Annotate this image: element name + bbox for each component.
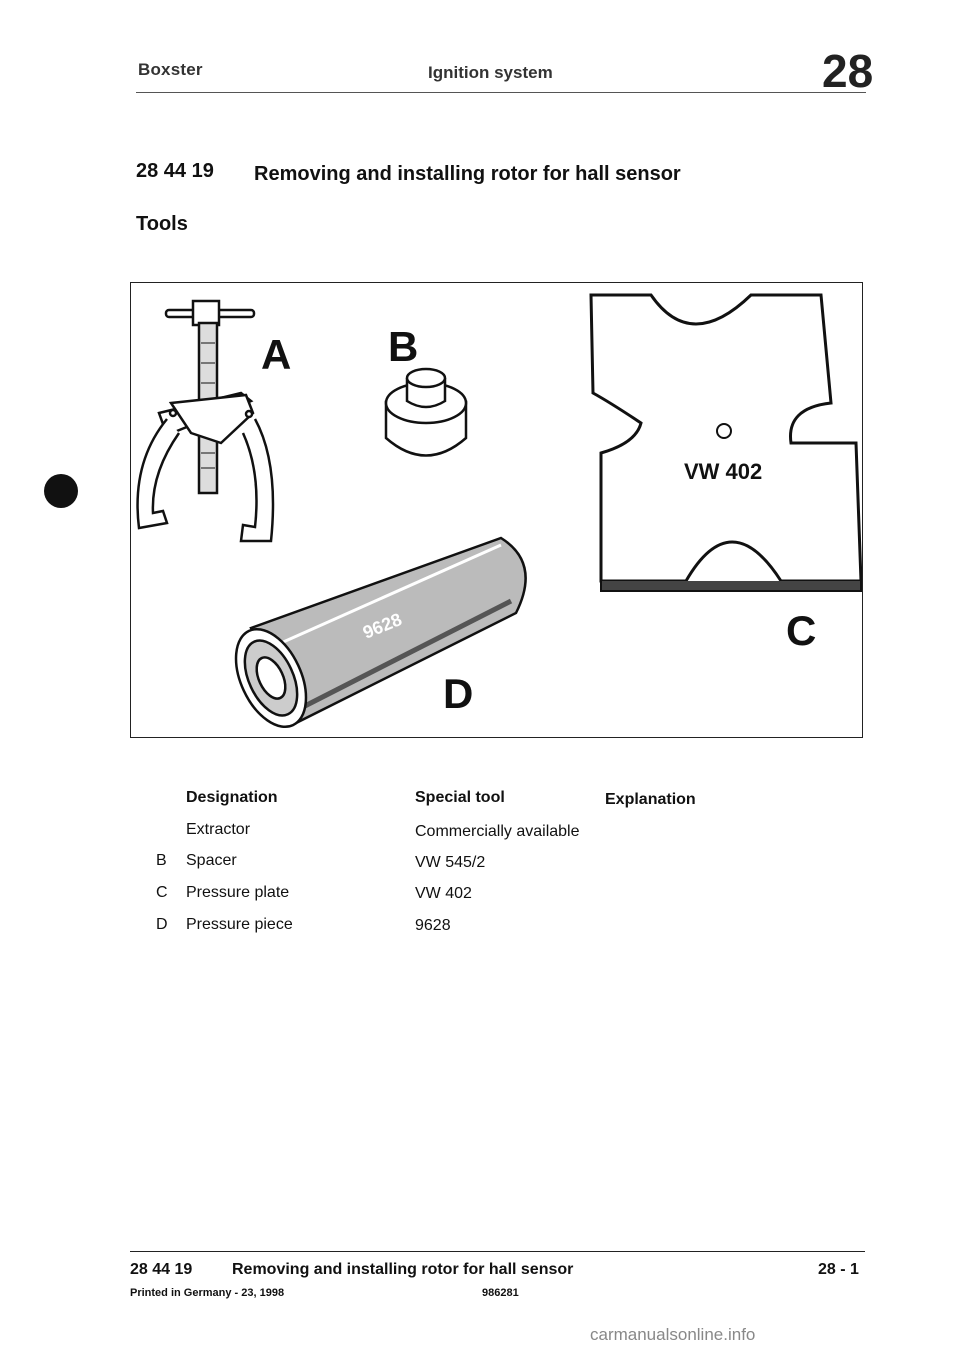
- page-title: Removing and installing rotor for hall sensor: [254, 163, 681, 185]
- row-designation: Extractor: [186, 821, 251, 838]
- row-special-tool: 9628: [415, 917, 451, 934]
- pressure-piece-drawing: [222, 538, 526, 738]
- tools-heading: Tools: [136, 213, 188, 235]
- row-special-tool: VW 402: [415, 885, 472, 902]
- figure-label-b: B: [388, 323, 419, 370]
- table-header-designation: Designation: [186, 789, 278, 806]
- figure-label-d: D: [443, 670, 474, 717]
- header-rule: [136, 92, 866, 93]
- row-special-tool: Commercially available: [415, 823, 580, 840]
- figure-label-a: A: [261, 331, 292, 378]
- table-header-special-tool: Special tool: [415, 789, 505, 806]
- row-designation: Spacer: [186, 852, 237, 869]
- footer-page-number: 28 - 1: [818, 1261, 859, 1278]
- footer-code: 986281: [482, 1287, 519, 1299]
- row-letter: B: [156, 852, 167, 869]
- tools-figure: [130, 282, 863, 738]
- footer-title: Removing and installing rotor for hall sensor: [232, 1261, 574, 1278]
- pressure-piece-text: 9628: [360, 609, 405, 643]
- row-designation: Pressure piece: [186, 916, 293, 933]
- table-header-explanation: Explanation: [605, 791, 696, 808]
- tools-illustration: [131, 283, 863, 738]
- footer-printed: Printed in Germany - 23, 1998: [130, 1287, 285, 1299]
- row-letter: D: [156, 916, 168, 933]
- figure-label-c: C: [786, 607, 817, 654]
- row-designation: Pressure plate: [186, 884, 290, 901]
- footer-rule: [130, 1251, 865, 1252]
- header-section: Ignition system: [428, 63, 553, 82]
- watermark: carmanualsonline.info: [590, 1325, 756, 1344]
- pressure-plate-drawing: [591, 295, 861, 591]
- header-chapter-number: 28: [822, 45, 874, 97]
- extractor-drawing: [138, 301, 273, 541]
- binder-hole: [44, 474, 78, 508]
- pressure-plate-text: VW 402: [684, 459, 763, 484]
- row-letter: C: [156, 884, 168, 901]
- header-model: Boxster: [138, 60, 203, 79]
- footer-section-number: 28 44 19: [130, 1261, 193, 1278]
- spacer-drawing: [386, 369, 466, 456]
- page-title-number: 28 44 19: [136, 160, 214, 182]
- row-special-tool: VW 545/2: [415, 854, 486, 871]
